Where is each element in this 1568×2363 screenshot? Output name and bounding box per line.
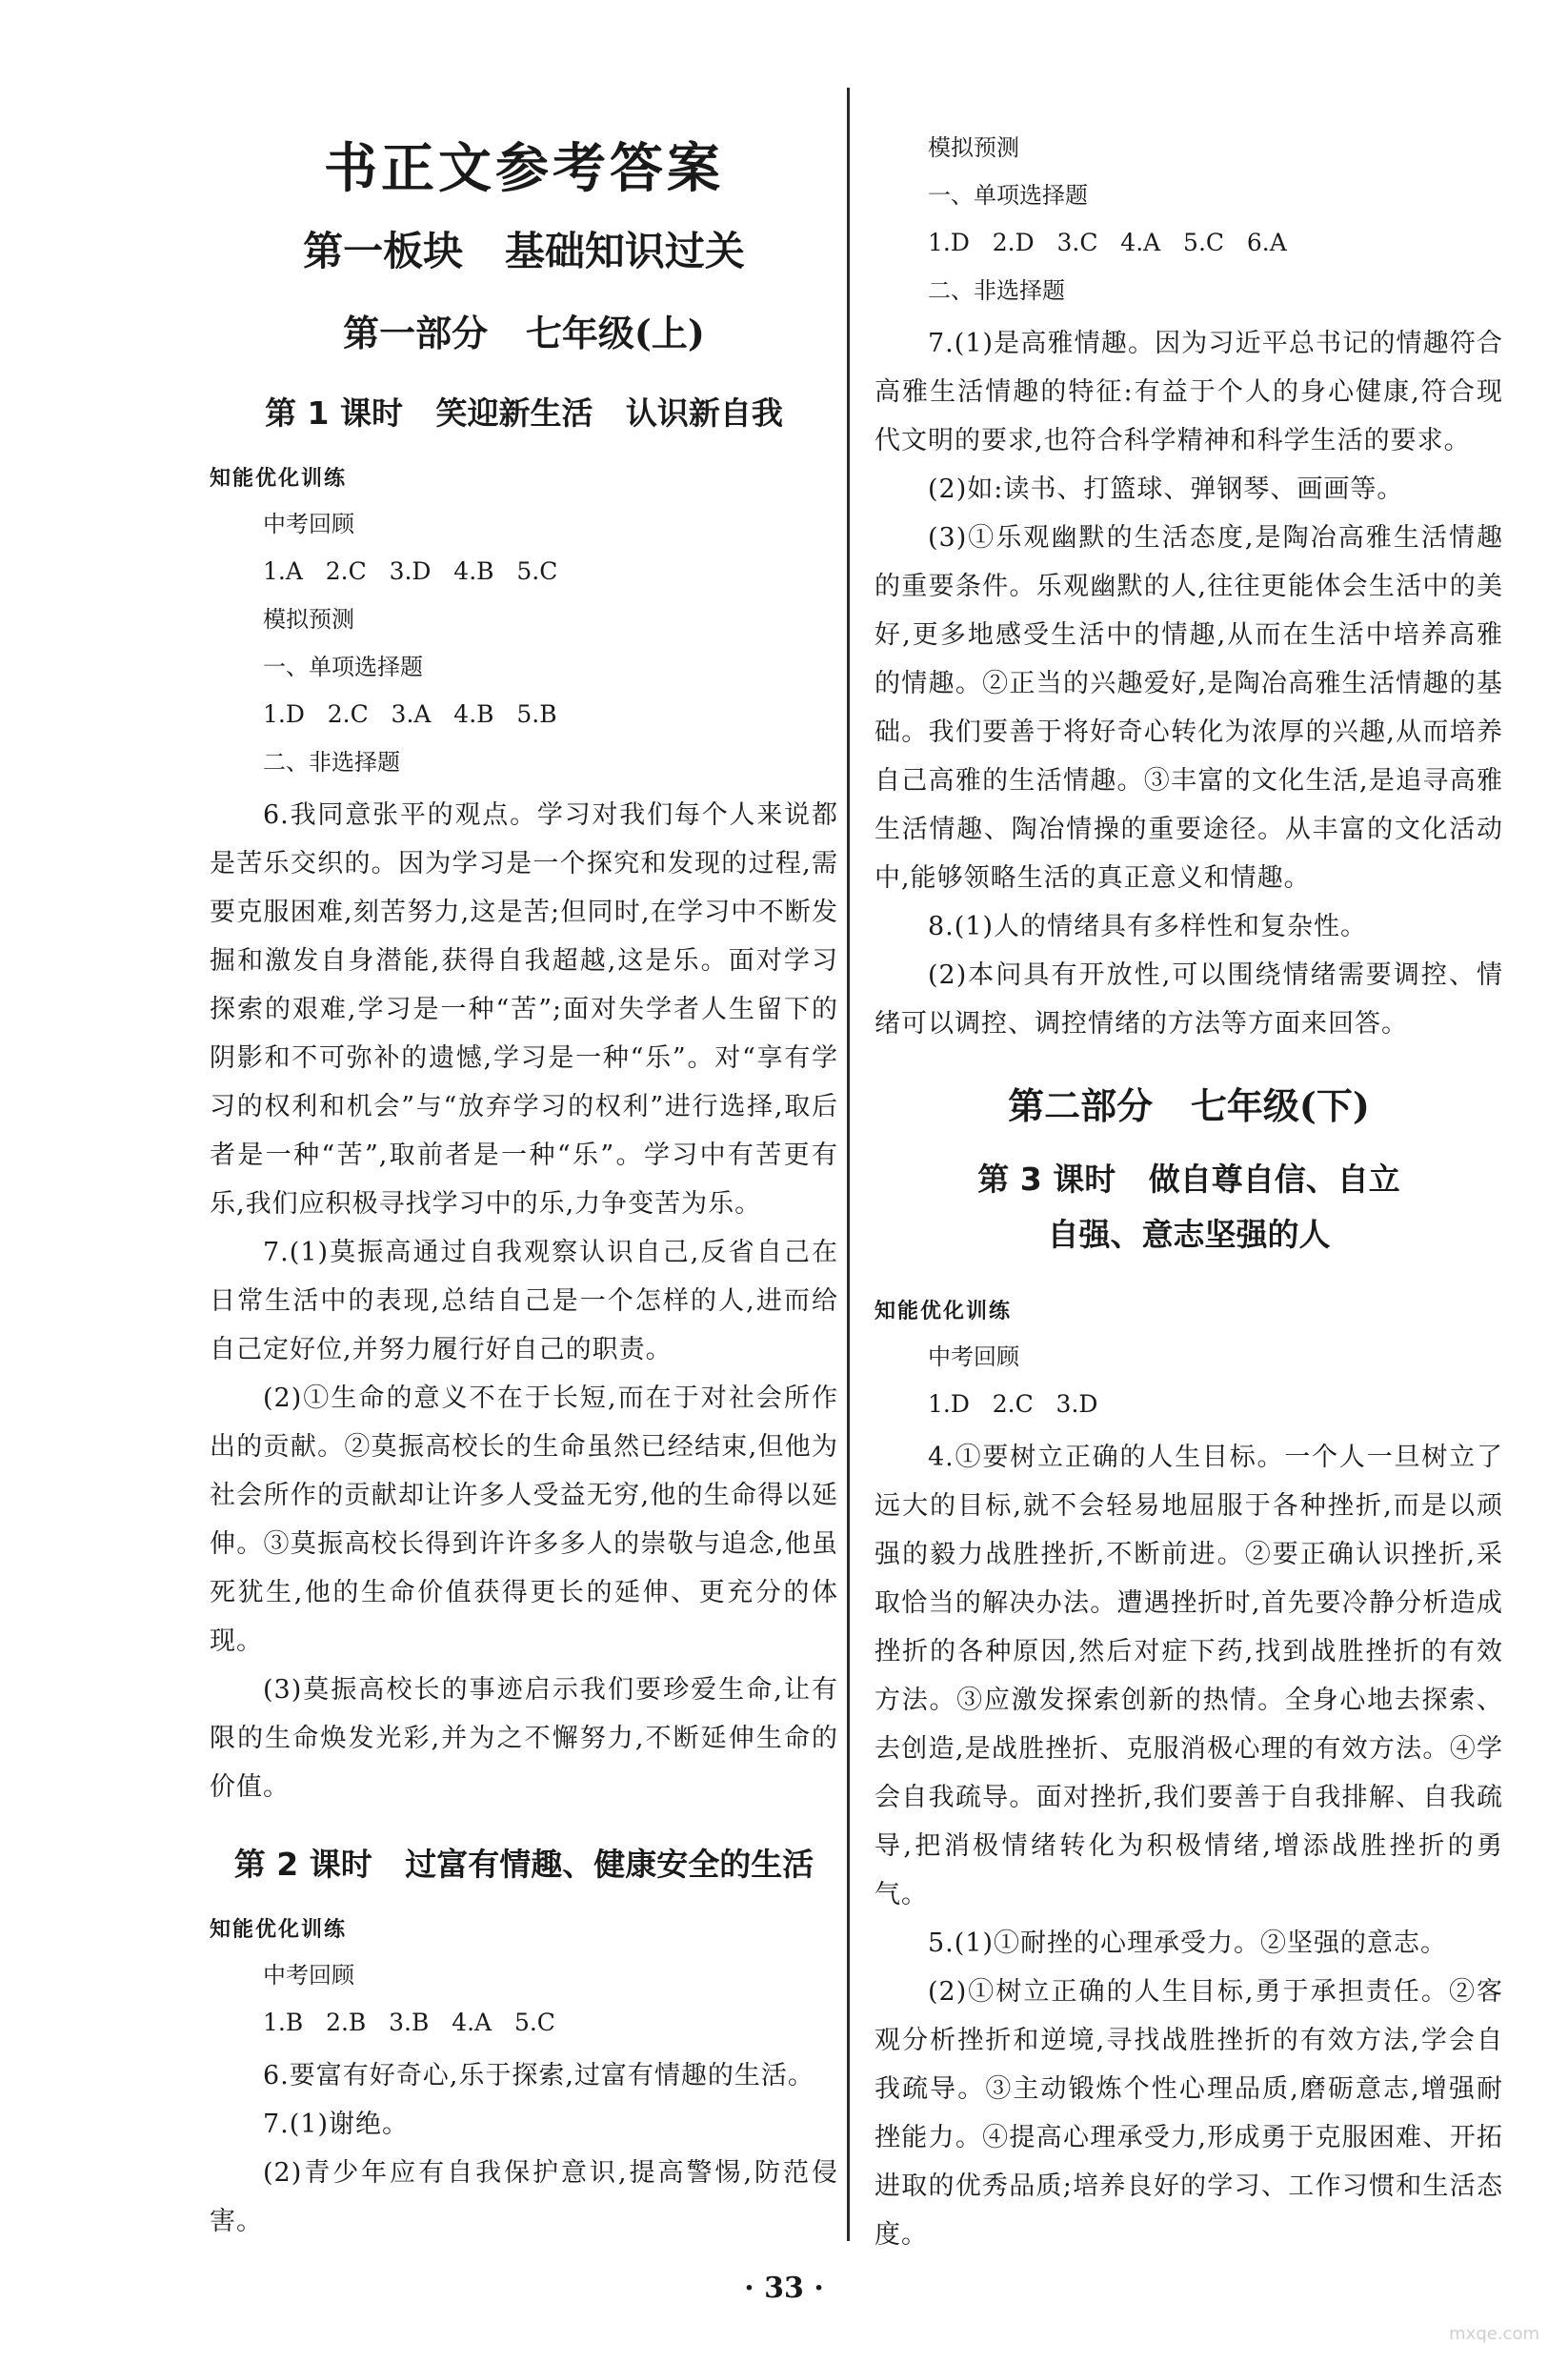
subsection-label: 中考回顾 (263, 1962, 354, 1989)
subsection-label: 中考回顾 (928, 1343, 1019, 1370)
subsection-label: 一、单项选择题 (928, 182, 1088, 209)
answer-paragraph: (2)①生命的意义不在于长短,而在于对社会所作出的贡献。②莫振高校长的生命虽然已经结束,但他为社会所作的贡献却让许多人受益无穷,他的生命得以延伸。③莫振高校长得到许许多多人的崇敬与追念,他虽死犹生,他的生命价值获得更长的延伸、更充分的体现。 (210, 1383, 838, 1656)
subsection-label: 模拟预测 (928, 134, 1019, 161)
answer-paragraph: (2)青少年应有自我保护意识,提高警惕,防范侵害。 (210, 2158, 838, 2236)
subsection-label: 一、单项选择题 (263, 654, 423, 680)
answer-paragraph: 8.(1)人的情绪具有多样性和复杂性。 (928, 912, 1368, 941)
lesson-title: 第 1 课时 笑迎新生活 认识新自我 (265, 394, 783, 432)
answer-paragraph: 5.(1)①耐挫的心理承受力。②坚强的意志。 (928, 1929, 1448, 1958)
answer-paragraph: (3)①乐观幽默的生活态度,是陶冶高雅生活情趣的重要条件。乐观幽默的人,往往更能体会生活中的美好,更多地感受生活中的情趣,从而在生活中培养高雅的情趣。②正当的兴趣爱好,是陶冶高雅生活情趣的基础。我们要善于将好奇心转化为浓厚的兴趣,从而培养自己高雅的生活情趣。③丰富的文化生活,是追寻高雅生活情趣、陶冶情操的重要途径。从丰富的文化活动中,能够领略生活的真正意义和情趣。 (874, 523, 1503, 893)
answer-line: 1.A 2.C 3.D 4.B 5.C (263, 557, 558, 585)
answer-line: 1.B 2.B 3.B 4.A 5.C (263, 2009, 555, 2036)
page-title: 书正文参考答案 (324, 138, 724, 200)
left-column (210, 91, 838, 2246)
subsection-label: 中考回顾 (263, 511, 354, 537)
section-heading: 知能优化训练 (210, 1918, 348, 1942)
part-title: 第二部分 七年级(下) (1008, 1084, 1370, 1127)
answer-paragraph: (2)本问具有开放性,可以围绕情绪需要调控、情绪可以调控、调控情绪的方法等方面来回答。 (874, 960, 1503, 1039)
answer-line: 1.D 2.D 3.C 4.A 5.C 6.A (928, 229, 1287, 256)
lesson-title: 第 3 课时 做自尊自信、自立 (977, 1161, 1400, 1198)
section-heading: 知能优化训练 (874, 1300, 1013, 1323)
page-number: · 33 · (744, 2272, 824, 2305)
answer-paragraph: 6.要富有好奇心,乐于探索,过富有情趣的生活。 (263, 2061, 814, 2090)
answer-paragraph: (2)①树立正确的人生目标,勇于承担责任。②客观分析挫折和逆境,寻找战胜挫折的有效方法,学会自我疏导。③主动锻炼个性心理品质,磨砺意志,增强耐挫能力。④提高心理承受力,形成勇于克服困难、开拓进取的优秀品质;培养良好的学习、工作习惯和生活态度。 (874, 1977, 1503, 2250)
answer-line: 1.D 2.C 3.D (928, 1390, 1098, 1418)
part-title: 第一部分 七年级(上) (343, 312, 705, 354)
lesson-title: 第 2 课时 过富有情趣、健康安全的生活 (233, 1846, 814, 1883)
subsection-label: 二、非选择题 (263, 749, 400, 776)
answer-paragraph: 7.(1)莫振高通过自我观察认识自己,反省自己在日常生活中的表现,总结自己是一个怎样的人,进而给自己定好位,并努力履行好自己的职责。 (210, 1238, 838, 1364)
answer-paragraph: 4.①要树立正确的人生目标。一个人一旦树立了远大的目标,就不会轻易地屈服于各种挫折,而是以顽强的毅力战胜挫折,不断前进。②要正确认识挫折,采取恰当的解决办法。遭遇挫折时,首先要冷静分析造成挫折的各种原因,然后对症下药,找到战胜挫折的有效方法。③应激发探索创新的热情。全身心地去探索、去创造,是战胜挫折、克服消极心理的有效方法。④学会自我疏导。面对挫折,我们要善于自我排解、自我疏导,把消极情绪转化为积极情绪,增添战胜挫折的勇气。 (874, 1443, 1503, 1909)
answer-paragraph: (2)如:读书、打篮球、弹钢琴、画画等。 (928, 475, 1404, 504)
section-heading: 知能优化训练 (210, 467, 348, 491)
watermark-text: mxqe.com (1449, 2324, 1539, 2344)
right-column (874, 91, 1503, 2259)
answer-line: 1.D 2.C 3.A 4.B 5.B (263, 700, 557, 728)
subsection-label: 模拟预测 (263, 606, 354, 633)
answer-paragraph: 7.(1)是高雅情趣。因为习近平总书记的情趣符合高雅生活情趣的特征:有益于个人的身心健康,符合现代文明的要求,也符合科学精神和科学生活的要求。 (874, 329, 1503, 455)
answer-paragraph: (3)莫振高校长的事迹启示我们要珍爱生命,让有限的生命焕发光彩,并为之不懈努力,不断延伸生命的价值。 (210, 1675, 838, 1802)
lesson-title-continued: 自强、意志坚强的人 (1047, 1216, 1331, 1253)
answer-paragraph: 6.我同意张平的观点。学习对我们每个人来说都是苦乐交织的。因为学习是一个探究和发现的过程,需要克服困难,刻苦努力,这是苦;但同时,在学习中不断发掘和激发自身潜能,获得自我超越,这是乐。面对学习探索的艰难,学习是一种“苦”;面对失学者人生留下的阴影和不可弥补的遗憾,学习是一种“乐”。对“享有学习的权利和机会”与“放弃学习的权利”进行选择,取后者是一种“苦”,取前者是一种“乐”。学习中有苦更有乐,我们应积极寻找学习中的乐,力争变苦为乐。 (210, 800, 838, 1219)
block-title: 第一板块 基础知识过关 (303, 228, 745, 274)
answer-paragraph: 7.(1)谢绝。 (263, 2110, 410, 2139)
subsection-label: 二、非选择题 (928, 277, 1065, 304)
column-divider (847, 88, 850, 2241)
